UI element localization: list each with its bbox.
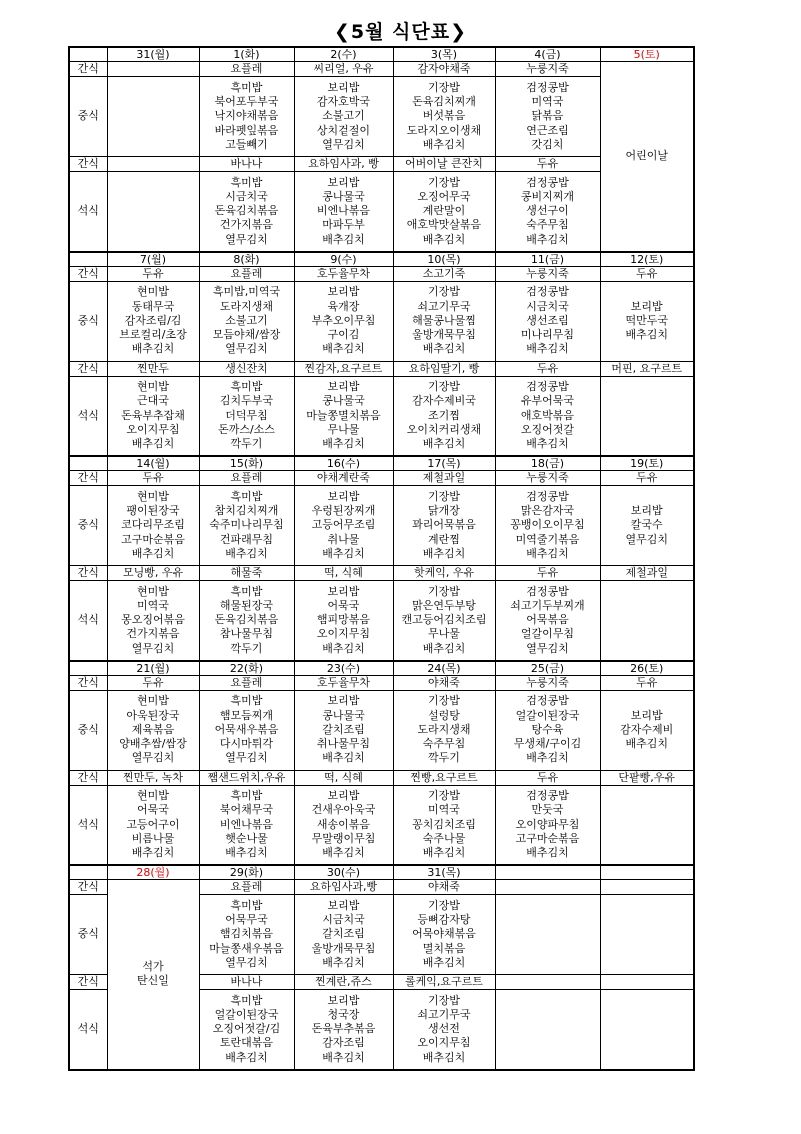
snack-row xyxy=(69,266,694,281)
date-cell: 2(수) xyxy=(294,47,393,62)
snack-row xyxy=(69,770,694,785)
row-label: 석식 xyxy=(69,581,107,661)
row-label: 간식 xyxy=(69,975,107,990)
snack-cell xyxy=(107,62,199,77)
snack-cell: 요플레 xyxy=(199,471,294,486)
date-cell: 7(월) xyxy=(107,252,199,267)
date-cell xyxy=(600,865,694,880)
date-label-blank xyxy=(69,252,107,267)
date-cell: 15(화) xyxy=(199,456,294,471)
meal-cell: 보리밥 감자호박국 소불고기 상치겉절이 열무김치 xyxy=(294,77,393,157)
date-cell: 18(금) xyxy=(495,456,600,471)
snack-cell: 두유 xyxy=(495,157,600,172)
snack-cell: 두유 xyxy=(600,675,694,690)
snack-cell: 찐계란,쥬스 xyxy=(294,975,393,990)
date-cell: 19(토) xyxy=(600,456,694,471)
meal-cell: 현미밥 동태무국 감자조림/김 브로컬리/초장 배추김치 xyxy=(107,281,199,361)
row-label: 석식 xyxy=(69,785,107,865)
date-cell: 1(화) xyxy=(199,47,294,62)
meal-row xyxy=(69,581,694,661)
date-cell: 9(수) xyxy=(294,252,393,267)
date-cell: 8(화) xyxy=(199,252,294,267)
meal-cell: 기장밥 감자수제비국 조기찜 오이치커리생채 배추김치 xyxy=(393,376,495,456)
meal-cell: 보리밥 감자수제비 배추김치 xyxy=(600,690,694,770)
snack-cell: 찐빵,요구르트 xyxy=(393,770,495,785)
meal-cell: 검정콩밥 맑은감자국 꽁뱅이오이무침 미역줄기볶음 배추김치 xyxy=(495,486,600,566)
row-label: 간식 xyxy=(69,880,107,895)
snack-cell: 생신잔치 xyxy=(199,361,294,376)
snack-cell: 핫케익, 우유 xyxy=(393,566,495,581)
snack-cell: 두유 xyxy=(107,266,199,281)
meal-cell: 흑미밥,미역국 도라지생채 소불고기 모듬야채/쌈장 열무김치 xyxy=(199,281,294,361)
row-label: 간식 xyxy=(69,675,107,690)
meal-cell: 검정콩밥 미역국 닭볶음 연근조림 갓김치 xyxy=(495,77,600,157)
holiday-cell: 석가 탄신일 xyxy=(107,880,199,1070)
snack-row xyxy=(69,675,694,690)
date-cell: 11(금) xyxy=(495,252,600,267)
meal-cell: 보리밥 칼국수 열무김치 xyxy=(600,486,694,566)
snack-cell: 호두율무차 xyxy=(294,266,393,281)
date-label-blank xyxy=(69,661,107,676)
meal-row xyxy=(69,486,694,566)
meal-cell: 기장밥 등뼈감자탕 어묵야채볶음 멸치볶음 배추김치 xyxy=(393,895,495,975)
meal-cell: 검정콩밥 쇠고기두부찌개 어묵볶음 얼갈이무침 열무김치 xyxy=(495,581,600,661)
date-cell: 26(토) xyxy=(600,661,694,676)
meal-cell: 보리밥 콩나물국 마늘쫑멸치볶음 무나물 배추김치 xyxy=(294,376,393,456)
meal-cell: 기장밥 쇠고기무국 해물콩나물찜 울방개묵무침 배추김치 xyxy=(393,281,495,361)
date-cell: 4(금) xyxy=(495,47,600,62)
page-title: ❮5월 식단표❯ xyxy=(333,21,468,43)
meal-cell: 보리밥 육개장 부추오이무침 구이김 배추김치 xyxy=(294,281,393,361)
date-cell: 12(토) xyxy=(600,252,694,267)
snack-cell: 두유 xyxy=(107,675,199,690)
meal-cell xyxy=(107,172,199,252)
snack-cell: 제철과일 xyxy=(600,566,694,581)
meal-cell: 흑미밥 참치김치찌개 숙주미나리무침 건파래무침 배추김치 xyxy=(199,486,294,566)
meal-cell xyxy=(600,785,694,865)
date-header-row xyxy=(69,865,694,880)
snack-cell: 제철과일 xyxy=(393,471,495,486)
meal-cell: 보리밥 콩나물국 갈치조림 취나물무침 배추김치 xyxy=(294,690,393,770)
row-label: 중식 xyxy=(69,281,107,361)
meal-cell: 기장밥 돈육김치찌개 버섯볶음 도라지오이생채 배추김치 xyxy=(393,77,495,157)
snack-cell xyxy=(600,880,694,895)
snack-cell: 두유 xyxy=(600,266,694,281)
snack-cell: 찐만두, 녹차 xyxy=(107,770,199,785)
row-label: 중식 xyxy=(69,77,107,157)
date-header-row xyxy=(69,47,694,62)
snack-cell: 떡, 식혜 xyxy=(294,770,393,785)
meal-row xyxy=(69,281,694,361)
snack-cell: 요하임딸기, 빵 xyxy=(393,361,495,376)
snack-cell: 찐감자,요구르트 xyxy=(294,361,393,376)
row-label: 간식 xyxy=(69,471,107,486)
meal-row xyxy=(69,785,694,865)
row-label: 간식 xyxy=(69,770,107,785)
holiday-cell: 어린이날 xyxy=(600,62,694,252)
snack-cell: 감자야채죽 xyxy=(393,62,495,77)
date-cell: 24(목) xyxy=(393,661,495,676)
date-cell: 22(화) xyxy=(199,661,294,676)
meal-row xyxy=(69,690,694,770)
snack-cell: 씨리얼, 우유 xyxy=(294,62,393,77)
row-label: 간식 xyxy=(69,62,107,77)
date-cell: 29(화) xyxy=(199,865,294,880)
date-header-row xyxy=(69,252,694,267)
snack-cell: 소고기죽 xyxy=(393,266,495,281)
snack-cell: 요플레 xyxy=(199,880,294,895)
date-cell: 21(월) xyxy=(107,661,199,676)
row-label: 중식 xyxy=(69,895,107,975)
snack-cell: 두유 xyxy=(495,361,600,376)
date-label-blank xyxy=(69,456,107,471)
row-label: 간식 xyxy=(69,266,107,281)
snack-cell: 어버이날 큰잔치 xyxy=(393,157,495,172)
date-header-row xyxy=(69,661,694,676)
date-cell: 30(수) xyxy=(294,865,393,880)
date-label-blank xyxy=(69,47,107,62)
snack-cell: 야채죽 xyxy=(393,675,495,690)
snack-cell: 해물죽 xyxy=(199,566,294,581)
date-cell: 10(목) xyxy=(393,252,495,267)
snack-cell: 야채죽 xyxy=(393,880,495,895)
meal-cell: 현미밥 근대국 돈육부추잡채 오이지무침 배추김치 xyxy=(107,376,199,456)
snack-cell: 찐만두 xyxy=(107,361,199,376)
snack-cell: 바나나 xyxy=(199,975,294,990)
snack-cell xyxy=(495,880,600,895)
meal-cell: 보리밥 떡만두국 배추김치 xyxy=(600,281,694,361)
row-label: 중식 xyxy=(69,690,107,770)
snack-cell: 요플레 xyxy=(199,62,294,77)
meal-cell: 현미밥 아욱된장국 제육볶음 양배추쌈/쌈장 열무김치 xyxy=(107,690,199,770)
meal-cell: 검정콩밥 얼갈이된장국 탕수육 무생채/구이김 배추김치 xyxy=(495,690,600,770)
meal-cell: 현미밥 미역국 몽오징어볶음 건가지볶음 열무김치 xyxy=(107,581,199,661)
meal-row xyxy=(69,376,694,456)
meal-cell xyxy=(600,895,694,975)
row-label: 간식 xyxy=(69,157,107,172)
snack-row xyxy=(69,471,694,486)
snack-cell: 요하임사과, 빵 xyxy=(294,157,393,172)
meal-cell: 현미밥 어묵국 고등어구이 비름나물 배추김치 xyxy=(107,785,199,865)
meal-cell: 검정콩밥 시금치국 생선조림 미나리무침 배추김치 xyxy=(495,281,600,361)
meal-cell: 보리밥 청국장 돈육부추볶음 감자조림 배추김치 xyxy=(294,990,393,1070)
meal-cell: 보리밥 건새우아욱국 새송이볶음 무말랭이무침 배추김치 xyxy=(294,785,393,865)
meal-cell: 기장밥 맑은연두부탕 캔고등어김치조림 무나물 배추김치 xyxy=(393,581,495,661)
meal-cell xyxy=(600,376,694,456)
meal-cell: 기장밥 미역국 꽁치김치조림 숙주나물 배추김치 xyxy=(393,785,495,865)
meal-cell: 검정콩밥 만둣국 오이양파무침 고구마순볶음 배추김치 xyxy=(495,785,600,865)
date-cell: 17(목) xyxy=(393,456,495,471)
snack-cell xyxy=(107,157,199,172)
row-label: 석식 xyxy=(69,376,107,456)
snack-cell: 요플레 xyxy=(199,675,294,690)
snack-cell: 누룽지죽 xyxy=(495,62,600,77)
meal-table xyxy=(68,46,695,1071)
meal-cell: 검정콩밥 유부어묵국 애호박볶음 오징어젓갈 배추김치 xyxy=(495,376,600,456)
snack-cell xyxy=(600,975,694,990)
snack-cell: 호두율무차 xyxy=(294,675,393,690)
snack-cell: 두유 xyxy=(495,566,600,581)
snack-cell: 누룽지죽 xyxy=(495,471,600,486)
snack-cell xyxy=(495,975,600,990)
meal-cell: 흑미밥 김치두부국 더덕무침 돈까스/소스 깍두기 xyxy=(199,376,294,456)
snack-cell: 롤케익,요구르트 xyxy=(393,975,495,990)
meal-cell xyxy=(600,990,694,1070)
snack-cell: 단팥빵,우유 xyxy=(600,770,694,785)
date-cell: 16(수) xyxy=(294,456,393,471)
meal-cell: 기장밥 닭개장 꽈리어묵볶음 계란찜 배추김치 xyxy=(393,486,495,566)
date-cell: 31(목) xyxy=(393,865,495,880)
meal-cell: 흑미밥 얼갈이된장국 오징어젓갈/김 토란대볶음 배추김치 xyxy=(199,990,294,1070)
snack-cell: 두유 xyxy=(495,770,600,785)
meal-cell xyxy=(107,77,199,157)
date-header-row xyxy=(69,456,694,471)
meal-cell xyxy=(495,990,600,1070)
meal-cell: 보리밥 우렁된장찌개 고등어무조림 취나물 배추김치 xyxy=(294,486,393,566)
meal-cell xyxy=(495,895,600,975)
snack-cell: 누룽지죽 xyxy=(495,675,600,690)
snack-cell: 요플레 xyxy=(199,266,294,281)
meal-cell: 흑미밥 시금치국 돈육김치볶음 건가지볶음 열무김치 xyxy=(199,172,294,252)
snack-cell: 두유 xyxy=(107,471,199,486)
row-label: 간식 xyxy=(69,566,107,581)
meal-cell: 보리밥 시금치국 갈치조림 울방개묵무침 배추김치 xyxy=(294,895,393,975)
meal-cell: 검정콩밥 콩비지찌개 생선구이 숙주무침 배추김치 xyxy=(495,172,600,252)
meal-cell: 보리밥 콩나물국 비엔나볶음 마파두부 배추김치 xyxy=(294,172,393,252)
date-label-blank xyxy=(69,865,107,880)
snack-row xyxy=(69,566,694,581)
snack-row xyxy=(69,880,694,895)
snack-cell: 쨈샌드위치,우유 xyxy=(199,770,294,785)
meal-cell xyxy=(600,581,694,661)
row-label: 중식 xyxy=(69,486,107,566)
date-cell: 23(수) xyxy=(294,661,393,676)
snack-cell: 바나나 xyxy=(199,157,294,172)
date-cell: 25(금) xyxy=(495,661,600,676)
meal-cell: 기장밥 오징어무국 계란말이 애호박맛살볶음 배추김치 xyxy=(393,172,495,252)
snack-cell: 누룽지죽 xyxy=(495,266,600,281)
snack-cell: 머핀, 요구르트 xyxy=(600,361,694,376)
snack-cell: 두유 xyxy=(600,471,694,486)
meal-cell: 현미밥 팽이된장국 코다리무조림 고구마순볶음 배추김치 xyxy=(107,486,199,566)
snack-cell: 떡, 식혜 xyxy=(294,566,393,581)
snack-row xyxy=(69,62,694,77)
date-cell: 31(월) xyxy=(107,47,199,62)
snack-cell: 요하임사과,빵 xyxy=(294,880,393,895)
row-label: 석식 xyxy=(69,990,107,1070)
row-label: 간식 xyxy=(69,361,107,376)
date-cell: 3(목) xyxy=(393,47,495,62)
meal-cell: 흑미밥 해물된장국 돈육김치볶음 참나물무침 깍두기 xyxy=(199,581,294,661)
date-cell xyxy=(495,865,600,880)
meal-cell: 흑미밥 북어포두부국 낙지야채볶음 바라펫잎볶음 고들빼기 xyxy=(199,77,294,157)
meal-cell: 기장밥 설렁탕 도라지생채 숙주무침 깍두기 xyxy=(393,690,495,770)
meal-cell: 흑미밥 햄모듬찌개 어묵새우볶음 다시마튀각 열무김치 xyxy=(199,690,294,770)
date-cell: 14(월) xyxy=(107,456,199,471)
snack-cell: 야채계란죽 xyxy=(294,471,393,486)
meal-cell: 흑미밥 어묵무국 햄김치볶음 마늘쫑새우볶음 열무김치 xyxy=(199,895,294,975)
date-cell: 28(월) xyxy=(107,865,199,880)
meal-cell: 흑미밥 북어채무국 비엔나볶음 햇순나물 배추김치 xyxy=(199,785,294,865)
date-cell: 5(토) xyxy=(600,47,694,62)
snack-cell: 모닝빵, 우유 xyxy=(107,566,199,581)
snack-row xyxy=(69,361,694,376)
meal-cell: 보리밥 어묵국 햄피망볶음 오이지무침 배추김치 xyxy=(294,581,393,661)
row-label: 석식 xyxy=(69,172,107,252)
meal-cell: 기장밥 쇠고기무국 생선전 오이지무침 배추김치 xyxy=(393,990,495,1070)
